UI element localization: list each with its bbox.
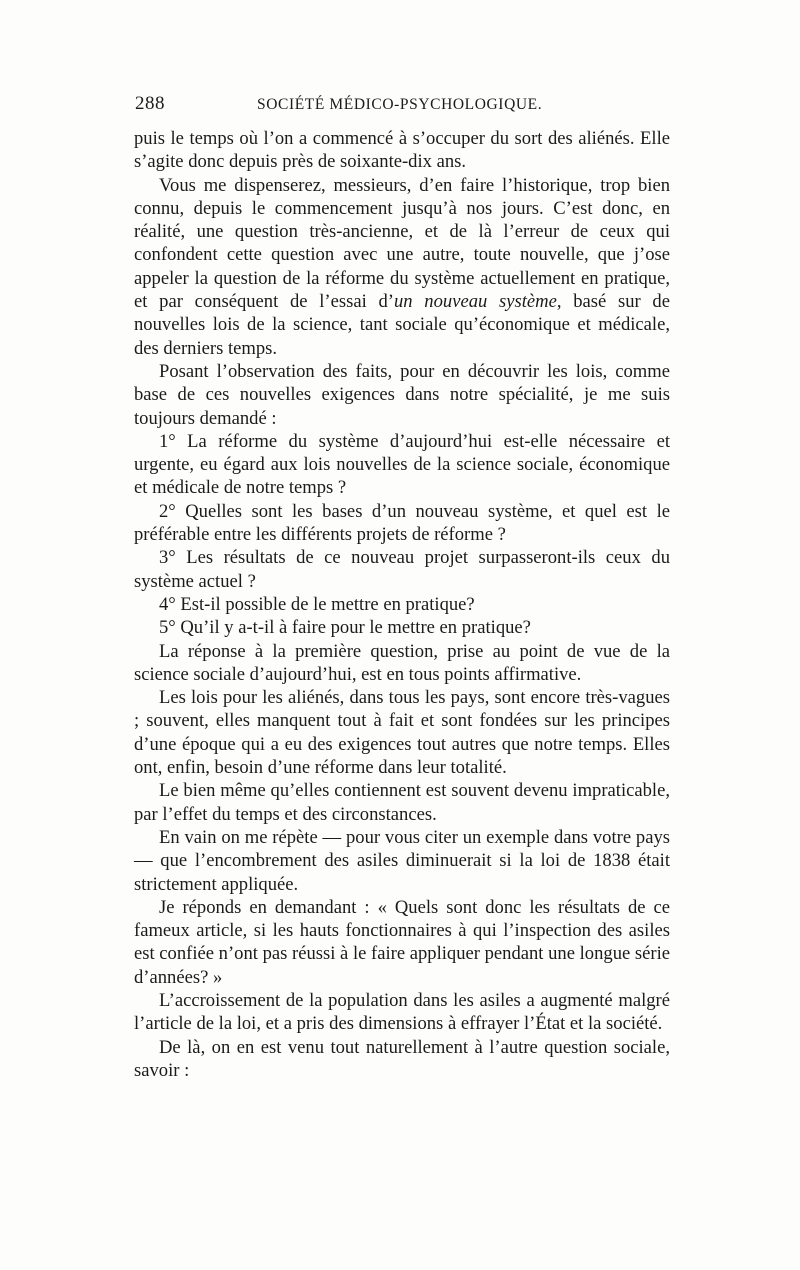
paragraph-bien: Le bien même qu’elles contiennent est souvent devenu impraticable, par l’effet du temps et des circonstances.	[134, 780, 670, 825]
paragraph-en-vain: En vain on me répète — pour vous citer un exemple dans votre pays — que l’encombrement des asiles diminuerait si la loi de 1838 était strictement appliquée.	[134, 826, 670, 895]
running-title: SOCIÉTÉ MÉDICO-PSYCHOLOGIQUE.	[257, 96, 543, 113]
paragraph-je-reponds: Je réponds en demandant : « Quels sont donc les résultats de ce fameux article, si les hauts fonctionnaires à qui l’inspection des asiles est confiée n’ont pas réussi à le faire appliquer pendant une longue série d’années? »	[134, 896, 670, 988]
paragraph-historique	[134, 174, 670, 360]
question-4: 4° Est-il possible de le mettre en pratique?	[159, 593, 475, 615]
body-text	[134, 127, 670, 1082]
question-5: 5° Qu’il y a-t-il à faire pour le mettre en pratique?	[159, 617, 531, 639]
paragraph-observation: Posant l’observation des faits, pour en découvrir les lois, comme base de ces nouvelles exigences dans notre spécialité, je me suis toujours demandé :	[134, 360, 670, 429]
paragraph-accroissement: L’accroissement de la population dans les asiles a augmenté malgré l’article de la loi, et a pris des dimensions à effrayer l’État et la société.	[134, 989, 670, 1035]
question-1: 1° La réforme du système d’aujourd’hui est-elle nécessaire et urgente, eu égard aux lois nouvelles de la science sociale, économique et médicale de notre temps ?	[134, 430, 670, 499]
page-number: 288	[135, 93, 165, 114]
italic-phrase: un nouveau système	[393, 291, 557, 313]
paragraph-historique-text-end: , basé sur de nouvelles lois de la science, tant sociale qu’économique et médicale, des derniers temps.	[134, 291, 670, 359]
paragraph-lois: Les lois pour les aliénés, dans tous les pays, sont encore très-vagues ; souvent, elles manquent tout à fait et sont fondées sur les principes d’une époque qui a eu des exigences tout autres que notre temps. Elles ont, enfin, besoin d’une réforme dans leur totalité.	[134, 687, 670, 779]
question-2: 2° Quelles sont les bases d’un nouveau système, et quel est le préférable entre les différents projets de réforme ?	[134, 500, 670, 546]
paragraph-historique-text: Vous me dispenserez, messieurs, d’en faire l’historique, trop bien connu, depuis le commencement jusqu’à nos jours. C’est donc, en réalité, une question très-ancienne, et de là l’erreur de ceux qui confondent cette question avec une autre, toute nouvelle, que j’ose appeler la question de la réforme du système actuellement en pratique, et par conséquent de l’essai d’	[134, 174, 670, 313]
question-3: 3° Les résultats de ce nouveau projet surpasseront-ils ceux du système actuel ?	[134, 547, 670, 592]
paragraph-continuation: puis le temps où l’on a commencé à s’occuper du sort des aliénés. Elle s’agite donc depuis près de soixante-dix ans.	[134, 128, 670, 173]
paragraph-reponse: La réponse à la première question, prise au point de vue de la science sociale d’aujourd’hui, est en tous points affirmative.	[134, 640, 670, 685]
running-head	[135, 93, 675, 119]
paragraph-de-la: De là, on en est venu tout naturellement à l’autre question sociale, savoir :	[134, 1036, 670, 1081]
